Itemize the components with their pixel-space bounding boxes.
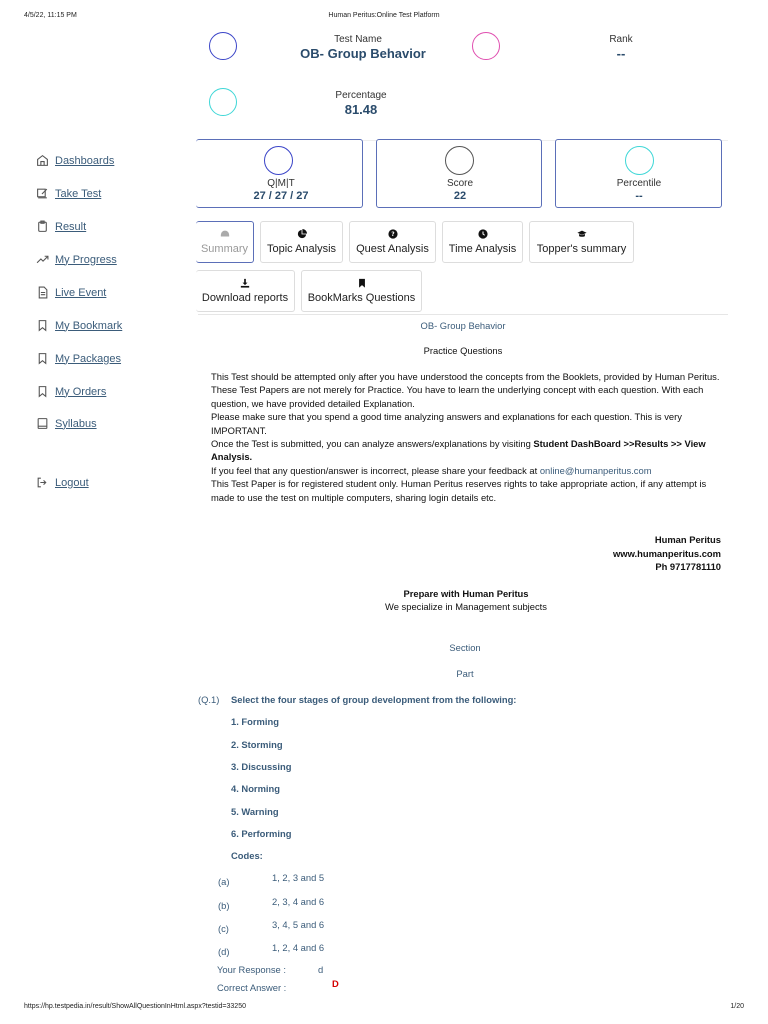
your-response-label: Your Response :: [217, 964, 286, 975]
instruction-4-text: Once the Test is submitted, you can analyze answers/explanations by visiting: [211, 438, 534, 450]
sidebar-item-label: My Packages: [55, 352, 122, 365]
sidebar-item-live-event[interactable]: [36, 286, 106, 299]
question-item: 6. Performing: [231, 828, 292, 839]
percentile-value: --: [635, 190, 643, 202]
tab-topper-label: Topper's summary: [536, 243, 627, 255]
trending-icon: [36, 253, 49, 266]
print-url: https://hp.testpedia.in/result/ShowAllQuestionInHtml.aspx?testid=33250: [24, 1003, 246, 1010]
instructions-block: [211, 370, 721, 504]
percentage-value: 81.48: [344, 102, 378, 117]
document-icon: [36, 286, 49, 299]
score-value: 22: [453, 190, 467, 202]
qmt-card: [196, 139, 363, 208]
sidebar-item-label: Logout: [55, 476, 89, 489]
codes-label: Codes:: [231, 850, 263, 861]
prepare-heading: Prepare with Human Peritus: [403, 588, 529, 599]
signature-block: [420, 533, 721, 574]
tab-topic-analysis[interactable]: [260, 221, 343, 263]
instruction-6: This Test Paper is for registered student only. Human Peritus reserves rights to take appropriate action, if any attempt is made to use the test on multiple computers, sharing login details etc.: [211, 478, 707, 503]
bookmark-icon: [36, 385, 49, 398]
question-item: 2. Storming: [231, 739, 283, 750]
qmt-circle-icon: [264, 146, 293, 175]
edit-icon: [36, 187, 49, 200]
tab-summary[interactable]: [196, 221, 254, 263]
tab-download-label: Download reports: [201, 292, 289, 304]
sidebar-item-my-packages[interactable]: [36, 352, 121, 365]
option-label-c: (c): [218, 923, 229, 934]
tab-toppers-summary[interactable]: [529, 221, 634, 263]
tab-time-analysis[interactable]: [442, 221, 523, 263]
graduation-cap-icon: [577, 229, 587, 239]
question-item: 5. Warning: [231, 806, 279, 817]
subject-title: OB- Group Behavior: [420, 320, 506, 331]
option-label-b: (b): [218, 900, 230, 911]
sidebar-item-dashboards[interactable]: [36, 154, 114, 167]
instruction-5: [211, 464, 721, 477]
question-item: 4. Norming: [231, 783, 280, 794]
question-item: 1. Forming: [231, 716, 279, 727]
practice-title: Practice Questions: [423, 345, 503, 356]
download-icon: [240, 278, 250, 288]
correct-answer-value: D: [332, 978, 339, 989]
signature-website: www.humanperitus.com: [613, 547, 721, 559]
sidebar-item-label: My Orders: [55, 385, 107, 398]
qmt-label: Q|M|T: [267, 178, 295, 189]
sidebar-item-label: My Progress: [55, 253, 117, 266]
option-value-b: 2, 3, 4 and 6: [272, 896, 325, 907]
percentile-label: Percentile: [616, 178, 662, 189]
sidebar-item-label: Result: [55, 220, 87, 233]
tab-topic-label: Topic Analysis: [266, 243, 337, 255]
tab-summary-label: Summary: [200, 243, 249, 255]
print-page-title: Human Peritus:Online Test Platform: [328, 12, 440, 19]
test-name-value: OB- Group Behavior: [300, 46, 426, 61]
bookmark-solid-icon: [357, 278, 367, 288]
instruction-3: Please make sure that you spend a good time analyzing answers and explanations for each question. This is very IMPORTANT.: [211, 411, 682, 436]
sidebar-item-my-orders[interactable]: [36, 385, 106, 398]
svg-text:?: ?: [390, 232, 395, 239]
test-name-label: Test Name: [334, 34, 382, 45]
pie-chart-icon: [297, 229, 307, 239]
sidebar-item-label: Syllabus: [55, 417, 97, 430]
option-value-a: 1, 2, 3 and 5: [272, 872, 325, 883]
rank-label: Rank: [609, 34, 633, 45]
option-value-c: 3, 4, 5 and 6: [272, 919, 325, 930]
dashboard-icon: [220, 229, 230, 239]
tab-quest-analysis[interactable]: [349, 221, 436, 263]
feedback-email-link[interactable]: online@humanperitus.com: [539, 464, 652, 476]
score-card: [376, 139, 542, 208]
rank-circle-icon: [472, 32, 500, 60]
percentage-label: Percentage: [335, 90, 387, 101]
question-number: (Q.1): [198, 694, 220, 705]
instruction-4: [211, 437, 721, 464]
print-datetime: 4/5/22, 11:15 PM: [24, 12, 77, 19]
tab-download-reports[interactable]: [196, 270, 295, 312]
book-icon: [36, 417, 49, 430]
sidebar-item-result[interactable]: [36, 220, 86, 233]
specialize-text: We specialize in Management subjects: [385, 601, 547, 612]
signature-name: Human Peritus: [654, 534, 721, 545]
section-label: Section: [449, 642, 481, 653]
your-response-value: d: [318, 964, 324, 975]
option-label-a: (a): [218, 876, 230, 887]
tab-bookmarks-questions[interactable]: [301, 270, 422, 312]
correct-answer-label: Correct Answer :: [217, 982, 287, 993]
tab-bookmarks-label: BookMarks Questions: [307, 292, 416, 304]
bookmark-icon: [36, 352, 49, 365]
qmt-value: 27 / 27 / 27: [253, 190, 309, 202]
percentile-circle-icon: [625, 146, 654, 175]
sidebar-item-label: Take Test: [55, 187, 102, 200]
instruction-4-path: Student DashBoard >>Results >> View Analysis.: [211, 438, 706, 463]
part-label: Part: [456, 668, 474, 679]
tab-quest-label: Quest Analysis: [356, 243, 429, 255]
instruction-5-text: If you feel that any question/answer is incorrect, please share your feedback at: [211, 464, 540, 476]
sidebar-item-label: Live Event: [55, 286, 107, 299]
home-icon: [36, 154, 49, 167]
option-value-d: 1, 2, 4 and 6: [272, 942, 325, 953]
question-circle-icon: [388, 229, 398, 239]
instruction-1: This Test should be attempted only after you have understood the concepts from the Booklets, provided by Human Peritus.: [211, 371, 720, 382]
sidebar-item-my-progress[interactable]: [36, 253, 117, 266]
content-divider: [198, 314, 728, 315]
logout-icon: [36, 476, 49, 489]
clipboard-icon: [36, 220, 49, 233]
question-text: Select the four stages of group development from the following:: [231, 694, 517, 705]
sidebar-item-syllabus[interactable]: [36, 417, 97, 430]
bookmark-icon: [36, 319, 49, 332]
percentile-card: [555, 139, 722, 208]
print-page-count: 1/20: [730, 1003, 744, 1010]
score-circle-icon: [445, 146, 474, 175]
instruction-2: These Test Papers are not merely for Practice. You have to learn the underlying concept with each question. With each question, we have provided detailed Explanation.: [211, 384, 704, 409]
sidebar-item-label: Dashboards: [55, 154, 115, 167]
sidebar-item-logout[interactable]: [36, 476, 89, 489]
signature-phone: Ph 9717781110: [655, 561, 721, 573]
option-label-d: (d): [218, 946, 230, 957]
question-item: 3. Discussing: [231, 761, 292, 772]
test-name-circle-icon: [209, 32, 237, 60]
clock-icon: [478, 229, 488, 239]
percentage-circle-icon: [209, 88, 237, 116]
sidebar-item-my-bookmark[interactable]: [36, 319, 122, 332]
sidebar-item-take-test[interactable]: [36, 187, 101, 200]
score-label: Score: [446, 178, 474, 189]
tab-time-label: Time Analysis: [448, 243, 517, 255]
sidebar-item-label: My Bookmark: [55, 319, 123, 332]
rank-value: --: [616, 46, 626, 61]
